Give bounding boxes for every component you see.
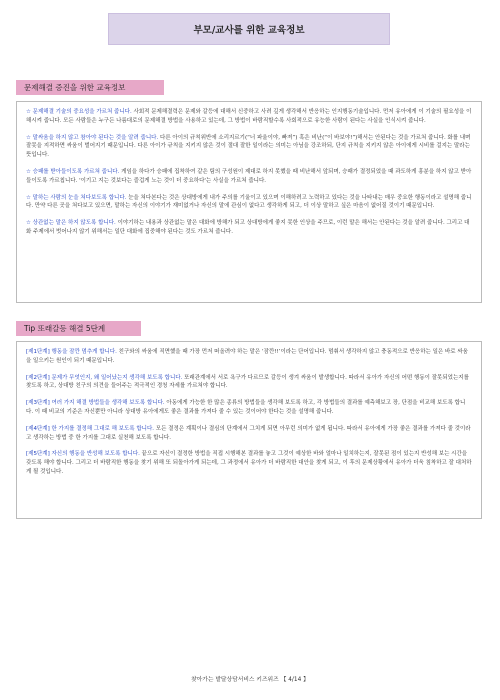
info-paragraph bbox=[26, 194, 472, 212]
section-header-title: 문제해결 증진을 위한 교육정보 bbox=[24, 83, 126, 92]
paragraph-body: 게임을 하다가 승패에 집착하여 같은 팀의 구성원이 제대로 하지 못했을 때 비난해서 앞되며, 승패가 결정되었을 때 과도하게 흥분을 하지 않고 받아들이도록 가르칩니다. '이기고 지는 것보다는 즐겁게 노는 것이 더 중요하다'는 사실을 가르쳐 줍니다. bbox=[26, 168, 472, 184]
footer-text: 찾아가는 발달상담서비스 키즈위즈 【 4/14 】 bbox=[191, 677, 309, 683]
info-paragraph bbox=[26, 108, 472, 126]
paragraph-body: 눈을 쳐다본다는 것은 상대방에게 내가 주의를 기울이고 있으며 이해하려고 노력하고 있다는 것을 나타내는 매우 중요한 행동이라고 설명해 줍니다. 만약 다른 곳을 쳐다보고 있으면, 말하는 자신의 이야기가 재미없거나 자신의 말에 관심이 없다고 생각하게 되고, 더 이상 말하고 싶은 마음이 없어질 것이기 때문입니다. bbox=[26, 194, 472, 210]
info-paragraph bbox=[26, 134, 472, 160]
step-paragraph bbox=[26, 399, 472, 417]
step-body: 친구와의 싸움에 직면했을 때 가장 먼저 떠올려야 하는 말은 ‘잠깐!!’이라는 단어입니다. 멈춰서 생각하지 않고 충동적으로 반응하는 일은 바로 싸움을 일으키는 원인이 되기 때문입니다. bbox=[26, 349, 468, 364]
step-highlight: [제3단계] 여러 가지 해결 방법들을 생각해 보도록 합니다. bbox=[26, 400, 165, 407]
paragraph-body: 이야기하는 내용과 상관없는 말은 대화에 방해가 되고 상대방에게 좋지 못한 인상을 주므로, 이런 말은 해서는 안된다는 것을 알려 줍니다. 그리고 대화 주제에서 벗어나지 않기 위해서는 일단 대화에 집중해야 된다는 것도 가르쳐 줍니다. bbox=[26, 220, 470, 235]
paragraph-body: 다른 아이의 규칙위반에 소리지르기(“너 파울이야, 빠져”) 혹은 비난(“이 바보야!”)해서는 안된다는 것을 가르쳐 줍니다. 화를 내며 잘못을 지적하면 싸움이 벌어지기 때문입니다. 다른 아이가 규칙을 지키지 않은 것이 절대 잘한 일이라는 의미는 아님을 강조하되, 단지 규칙을 지키지 않은 아이에게 시비를 걸지는 말라는 뜻입니다. bbox=[26, 134, 471, 159]
step-body: 또래관계에서 서로 욕구가 다르므로 갈등이 생겨 싸움이 발생합니다. 따라서 유아가 자신의 어떤 행동이 잘못되었는지를 찾도록 하고, 상대방 친구의 의견을 들어주는 적극적인 경청 자세를 가르쳐야 합니다. bbox=[26, 374, 469, 390]
step-highlight: [제1단계] 행동을 잠깐 멈추게 합니다. bbox=[26, 349, 117, 355]
page-title: 부모/교사를 위한 교육정보 bbox=[193, 25, 305, 36]
step-paragraph bbox=[26, 450, 472, 476]
page-footer bbox=[0, 674, 500, 683]
paragraph-highlight: ☆ 말하는 사람의 눈을 쳐다보도록 합니다. bbox=[26, 194, 127, 201]
paragraph-highlight: ☆ 승패를 받아들이도록 가르쳐 줍니다. bbox=[26, 168, 120, 175]
step-paragraph bbox=[26, 374, 472, 392]
page-title-banner bbox=[108, 13, 390, 45]
paragraph-highlight: ☆ 상관없는 말은 하지 않도록 합니다. bbox=[26, 220, 116, 227]
section-header-title: Tip 또래갈등 해결 5단계 bbox=[24, 324, 106, 333]
step-body: 모든 결정은 계획이나 결심의 단계에서 그치게 되면 아무런 의미가 없게 됩니다. 따라서 유아에게 가장 좋은 결과를 가져다 줄 것이라고 생각하는 방법 중 한 가지를 그대로 실천해 보도록 합니다. bbox=[26, 425, 471, 441]
paragraph-highlight: ☆ 문제해결 기술의 중요성을 가르쳐 줍니다. bbox=[26, 109, 132, 115]
step-highlight: [제2단계] 문제가 무엇인지, 왜 일어났는지 생각해 보도록 합니다. bbox=[26, 374, 183, 381]
section-box-conflict-steps bbox=[16, 341, 482, 519]
section-header-conflict-steps bbox=[16, 321, 141, 336]
step-highlight: [제4단계] 한 가지를 결정해 그대로 해 보도록 합니다. bbox=[26, 425, 155, 432]
step-paragraph bbox=[26, 348, 472, 366]
step-body: 아동에게 가능한 한 많은 종류의 방법들을 생각해 보도록 하고, 각 방법들의 결과를 예측해보고 장, 단점을 비교해 보도록 합니다. 이 때 비교의 기준은 자신뿐만 아니라 상대방 유아에게도 좋은 결과를 가져다 줄 수 있는 것이어야 한다는 것을 설명해 줍니다. bbox=[26, 400, 466, 415]
info-paragraph bbox=[26, 168, 472, 186]
step-body: 끝으로 자신이 결정한 방법을 직접 시행해본 결과를 놓고 그것이 예상한 바와 얼마나 일치하는지, 잘못된 점이 있는지 반성해 보는 시간을 갖도록 해야 합니다. 그리고 더 바람직한 행동을 찾기 위해 또 되돌아가게 되는데, 그 과정에서 유아가 더 바람직한 대안을 찾게 되고, 이 후의 문제상황에서 유아가 더욱 침착하고 잘 대처하게 될 것입니다. bbox=[26, 451, 472, 475]
info-paragraph bbox=[26, 219, 472, 237]
section-box-problem-solving bbox=[16, 101, 482, 303]
step-paragraph bbox=[26, 425, 472, 443]
paragraph-body: 사회적 문제해결력은 문제와 갈등에 대해서 신중하고 사려 깊게 생각해서 반응하는 인지행동기술입니다. 먼저 유아에게 이 기술의 필요성을 이해시켜 줍니다. 모든 사람들은 누구든 나름대로의 문제해결 방법을 사용하고 있는데, 그 방법이 바람직할수록 사회적으로 유능한 사람이 된다는 사실을 인식시켜 줍니다. bbox=[26, 109, 472, 124]
section-header-problem-solving bbox=[16, 80, 164, 95]
step-highlight: [제5단계] 자신의 행동을 반성해 보도록 합니다. bbox=[26, 451, 140, 458]
paragraph-highlight: ☆ 말싸움을 하지 않고 참아야 된다는 것을 알려 줍니다. bbox=[26, 134, 159, 141]
